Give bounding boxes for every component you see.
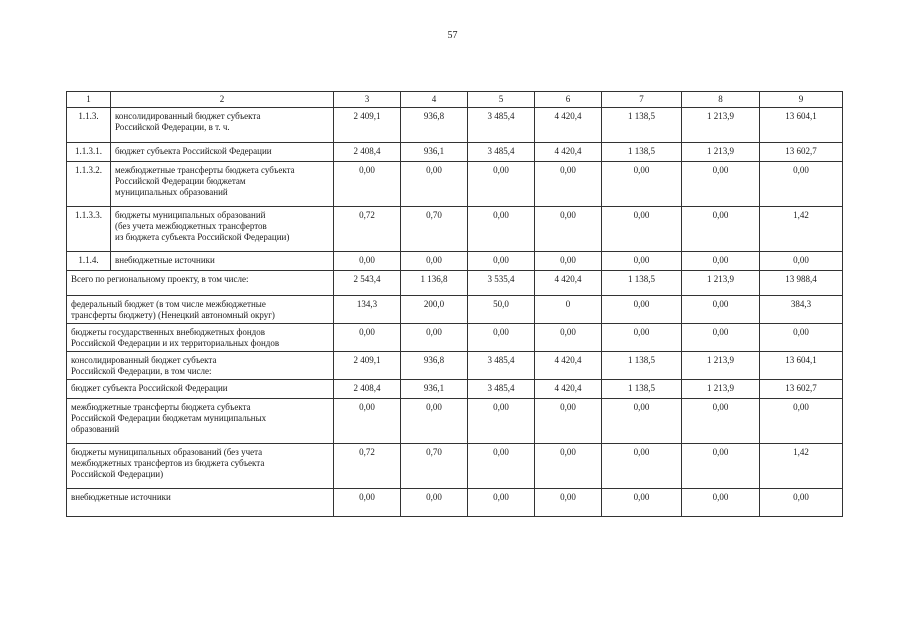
value-cell: 0,00 — [602, 444, 682, 489]
row-name — [67, 352, 334, 380]
value-cell: 2 408,4 — [334, 143, 401, 162]
row-name — [111, 108, 334, 143]
value-cell: 2 409,1 — [334, 352, 401, 380]
value-cell: 0,00 — [760, 162, 843, 207]
value-cell: 936,1 — [401, 380, 468, 399]
value-cell: 0,00 — [401, 399, 468, 444]
value-cell: 0,00 — [602, 252, 682, 271]
value-cell: 3 485,4 — [468, 380, 535, 399]
column-header: 5 — [468, 92, 535, 108]
row-name — [67, 380, 334, 399]
table-row — [67, 162, 843, 207]
value-cell: 4 420,4 — [535, 143, 602, 162]
table-row — [67, 143, 843, 162]
value-cell: 0,00 — [334, 324, 401, 352]
value-cell: 0,00 — [602, 399, 682, 444]
value-cell: 1 213,9 — [682, 108, 760, 143]
value-cell: 0,00 — [468, 207, 535, 252]
value-cell: 0,00 — [401, 252, 468, 271]
row-name-text: бюджет субъекта Российской Федерации — [71, 383, 228, 393]
value-cell: 1 213,9 — [682, 380, 760, 399]
value-cell: 13 602,7 — [760, 380, 843, 399]
value-cell: 0,00 — [682, 252, 760, 271]
value-cell: 0,00 — [535, 324, 602, 352]
value-cell: 0,72 — [334, 444, 401, 489]
value-cell: 1 136,8 — [401, 271, 468, 296]
row-name-text: бюджет субъекта Российской Федерации — [115, 146, 272, 156]
column-header: 3 — [334, 92, 401, 108]
value-cell: 0,00 — [682, 444, 760, 489]
row-name-text: федеральный бюджет (в том числе межбюджетные трансферты бюджету) (Ненецкий автономный округ) — [71, 299, 275, 320]
value-cell: 2 409,1 — [334, 108, 401, 143]
row-name — [67, 296, 334, 324]
value-cell: 0,00 — [468, 444, 535, 489]
value-cell: 3 535,4 — [468, 271, 535, 296]
value-cell: 13 988,4 — [760, 271, 843, 296]
value-cell: 0,00 — [682, 324, 760, 352]
row-name-text: внебюджетные источники — [71, 492, 171, 502]
row-name-text: внебюджетные источники — [115, 255, 215, 265]
value-cell: 0,00 — [334, 489, 401, 517]
value-cell: 1 138,5 — [602, 380, 682, 399]
value-cell: 3 485,4 — [468, 108, 535, 143]
row-name-text: межбюджетные трансферты бюджета субъекта Российской Федерации бюджетам муниципальных образований — [71, 402, 267, 434]
column-header: 6 — [535, 92, 602, 108]
value-cell: 0,70 — [401, 207, 468, 252]
value-cell: 4 420,4 — [535, 352, 602, 380]
value-cell: 0,00 — [760, 324, 843, 352]
row-name-text: консолидированный бюджет субъекта Российской Федерации, в т. ч. — [115, 111, 261, 132]
row-name — [67, 271, 334, 296]
value-cell: 2 408,4 — [334, 380, 401, 399]
table-row — [67, 252, 843, 271]
row-name-text: Всего по региональному проекту, в том числе: — [71, 274, 249, 284]
value-cell: 936,8 — [401, 108, 468, 143]
value-cell: 936,1 — [401, 143, 468, 162]
table-row — [67, 489, 843, 517]
value-cell: 1 138,5 — [602, 108, 682, 143]
value-cell: 13 604,1 — [760, 352, 843, 380]
value-cell: 0,00 — [682, 207, 760, 252]
table-row — [67, 352, 843, 380]
value-cell: 50,0 — [468, 296, 535, 324]
value-cell: 1 138,5 — [602, 271, 682, 296]
value-cell: 0,00 — [401, 162, 468, 207]
row-name — [111, 162, 334, 207]
row-code: 1.1.3.1. — [67, 143, 111, 162]
row-name-text: бюджеты муниципальных образований (без учета межбюджетных трансфертов из бюджета субъекта Российской Федерации) — [71, 447, 265, 479]
table-row — [67, 324, 843, 352]
value-cell: 0,00 — [760, 489, 843, 517]
value-cell: 4 420,4 — [535, 271, 602, 296]
table-header-row — [67, 92, 843, 108]
value-cell: 0,00 — [535, 162, 602, 207]
row-name — [67, 399, 334, 444]
value-cell: 1,42 — [760, 207, 843, 252]
value-cell: 1 213,9 — [682, 271, 760, 296]
value-cell: 0,00 — [602, 324, 682, 352]
value-cell: 3 485,4 — [468, 143, 535, 162]
value-cell: 0,00 — [535, 252, 602, 271]
value-cell: 0,00 — [535, 444, 602, 489]
value-cell: 0,00 — [602, 296, 682, 324]
column-header: 2 — [111, 92, 334, 108]
row-name — [67, 324, 334, 352]
value-cell: 1 138,5 — [602, 143, 682, 162]
row-name-text: бюджеты муниципальных образований (без учета межбюджетных трансфертов из бюджета субъекта Российской Федерации) — [115, 210, 290, 242]
value-cell: 0,00 — [468, 399, 535, 444]
value-cell: 0,00 — [535, 399, 602, 444]
value-cell: 0,00 — [468, 252, 535, 271]
value-cell: 200,0 — [401, 296, 468, 324]
value-cell: 4 420,4 — [535, 108, 602, 143]
value-cell: 0,00 — [602, 489, 682, 517]
value-cell: 0,00 — [468, 162, 535, 207]
value-cell: 0,72 — [334, 207, 401, 252]
row-code: 1.1.3. — [67, 108, 111, 143]
value-cell: 13 602,7 — [760, 143, 843, 162]
row-name — [111, 143, 334, 162]
value-cell: 0,00 — [682, 296, 760, 324]
value-cell: 3 485,4 — [468, 352, 535, 380]
row-code: 1.1.3.2. — [67, 162, 111, 207]
value-cell: 936,8 — [401, 352, 468, 380]
row-name — [111, 207, 334, 252]
value-cell: 0,00 — [602, 162, 682, 207]
row-name — [67, 489, 334, 517]
value-cell: 0,00 — [468, 489, 535, 517]
value-cell: 0,00 — [535, 489, 602, 517]
budget-table — [66, 91, 843, 517]
value-cell: 4 420,4 — [535, 380, 602, 399]
row-code: 1.1.4. — [67, 252, 111, 271]
row-name-text: консолидированный бюджет субъекта Российской Федерации, в том числе: — [71, 355, 217, 376]
value-cell: 0,00 — [760, 399, 843, 444]
value-cell: 13 604,1 — [760, 108, 843, 143]
value-cell: 0,00 — [334, 252, 401, 271]
value-cell: 0,00 — [760, 252, 843, 271]
row-name — [67, 444, 334, 489]
row-code: 1.1.3.3. — [67, 207, 111, 252]
column-header: 9 — [760, 92, 843, 108]
value-cell: 0,00 — [401, 324, 468, 352]
value-cell: 0,00 — [468, 324, 535, 352]
value-cell: 2 543,4 — [334, 271, 401, 296]
column-header: 4 — [401, 92, 468, 108]
page-number: 57 — [447, 30, 458, 41]
table-row — [67, 271, 843, 296]
row-name — [111, 252, 334, 271]
value-cell: 1 213,9 — [682, 143, 760, 162]
table-row — [67, 207, 843, 252]
table-row — [67, 380, 843, 399]
column-header: 8 — [682, 92, 760, 108]
value-cell: 0,00 — [682, 399, 760, 444]
table-row — [67, 399, 843, 444]
value-cell: 0,00 — [535, 207, 602, 252]
value-cell: 0,00 — [602, 207, 682, 252]
value-cell: 384,3 — [760, 296, 843, 324]
row-name-text: межбюджетные трансферты бюджета субъекта Российской Федерации бюджетам муниципальных образований — [115, 165, 295, 197]
value-cell: 134,3 — [334, 296, 401, 324]
table-body — [67, 92, 843, 517]
column-header: 7 — [602, 92, 682, 108]
value-cell: 1 138,5 — [602, 352, 682, 380]
column-header: 1 — [67, 92, 111, 108]
row-name-text: бюджеты государственных внебюджетных фондов Российской Федерации и их территориальных фондов — [71, 327, 280, 348]
value-cell: 0,70 — [401, 444, 468, 489]
value-cell: 0,00 — [334, 162, 401, 207]
value-cell: 0,00 — [682, 162, 760, 207]
table-row — [67, 296, 843, 324]
value-cell: 0,00 — [682, 489, 760, 517]
value-cell: 0 — [535, 296, 602, 324]
table-row — [67, 108, 843, 143]
table-row — [67, 444, 843, 489]
value-cell: 1 213,9 — [682, 352, 760, 380]
value-cell: 0,00 — [401, 489, 468, 517]
value-cell: 0,00 — [334, 399, 401, 444]
value-cell: 1,42 — [760, 444, 843, 489]
